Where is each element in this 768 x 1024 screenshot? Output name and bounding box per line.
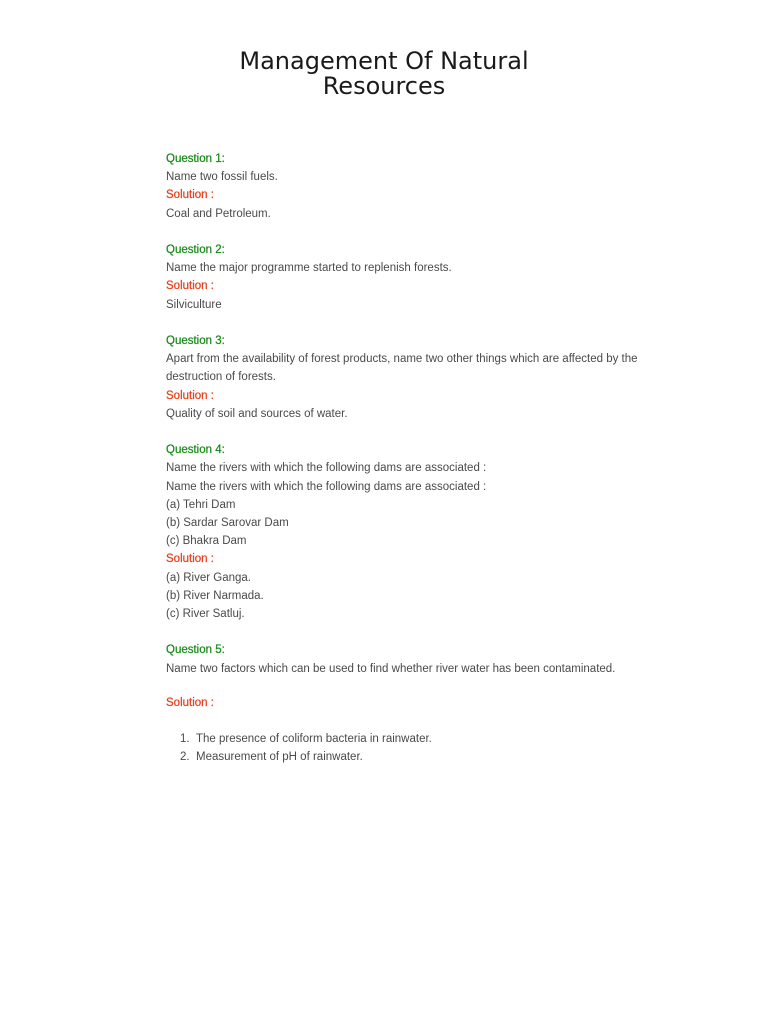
solution-text: Coal and Petroleum.: [166, 207, 271, 220]
solution-text: Quality of soil and sources of water.: [166, 407, 348, 420]
question-text: Name two factors which can be used to find whether river water has been contaminated.: [166, 662, 616, 675]
list-item: [180, 730, 666, 748]
question-text: Name the rivers with which the following dams are associated :: [166, 462, 487, 475]
question-text: destruction of forests.: [166, 371, 276, 384]
question-option: (c) Bhakra Dam: [166, 535, 247, 548]
list-item: [180, 748, 666, 766]
solution-label: Solution :: [166, 389, 214, 402]
list-text: Measurement of pH of rainwater.: [196, 751, 363, 764]
question-block-1: [166, 150, 666, 223]
qa-content: [166, 150, 666, 785]
solution-label: Solution :: [166, 553, 214, 566]
solution-list: [166, 730, 666, 766]
solution-text: Silviculture: [166, 298, 222, 311]
solution-text: (b) River Narmada.: [166, 589, 264, 602]
spacer: [166, 678, 666, 694]
question-label: Question 4:: [166, 444, 225, 457]
question-text: Name the major programme started to replenish forests.: [166, 262, 452, 275]
question-block-2: [166, 241, 666, 314]
question-block-5: [166, 641, 666, 766]
question-option: (b) Sardar Sarovar Dam: [166, 517, 289, 530]
solution-label: Solution :: [166, 696, 214, 709]
list-number: 2.: [180, 751, 190, 764]
solution-text: (a) River Ganga.: [166, 571, 252, 584]
solution-text: (c) River Satluj.: [166, 608, 245, 621]
question-label: Question 1:: [166, 153, 225, 165]
question-label: Question 5:: [166, 644, 225, 657]
solution-label: Solution :: [166, 280, 214, 293]
question-option: (a) Tehri Dam: [166, 498, 236, 511]
list-text: The presence of coliform bacteria in rainwater.: [196, 733, 432, 746]
question-text: Apart from the availability of forest products, name two other things which are affected by the: [166, 353, 638, 366]
question-text: Name two fossil fuels.: [166, 171, 278, 184]
list-number: 1.: [180, 733, 190, 746]
question-block-4: [166, 441, 666, 623]
solution-label: Solution :: [166, 189, 214, 202]
question-text: Name the rivers with which the following dams are associated :: [166, 480, 487, 493]
page-title-line-1: Management Of Natural: [239, 47, 529, 75]
question-block-3: [166, 332, 666, 423]
question-label: Question 2:: [166, 244, 225, 256]
page-title: [0, 49, 768, 99]
page-title-line-2: Resources: [322, 72, 446, 100]
question-label: Question 3:: [166, 335, 225, 347]
